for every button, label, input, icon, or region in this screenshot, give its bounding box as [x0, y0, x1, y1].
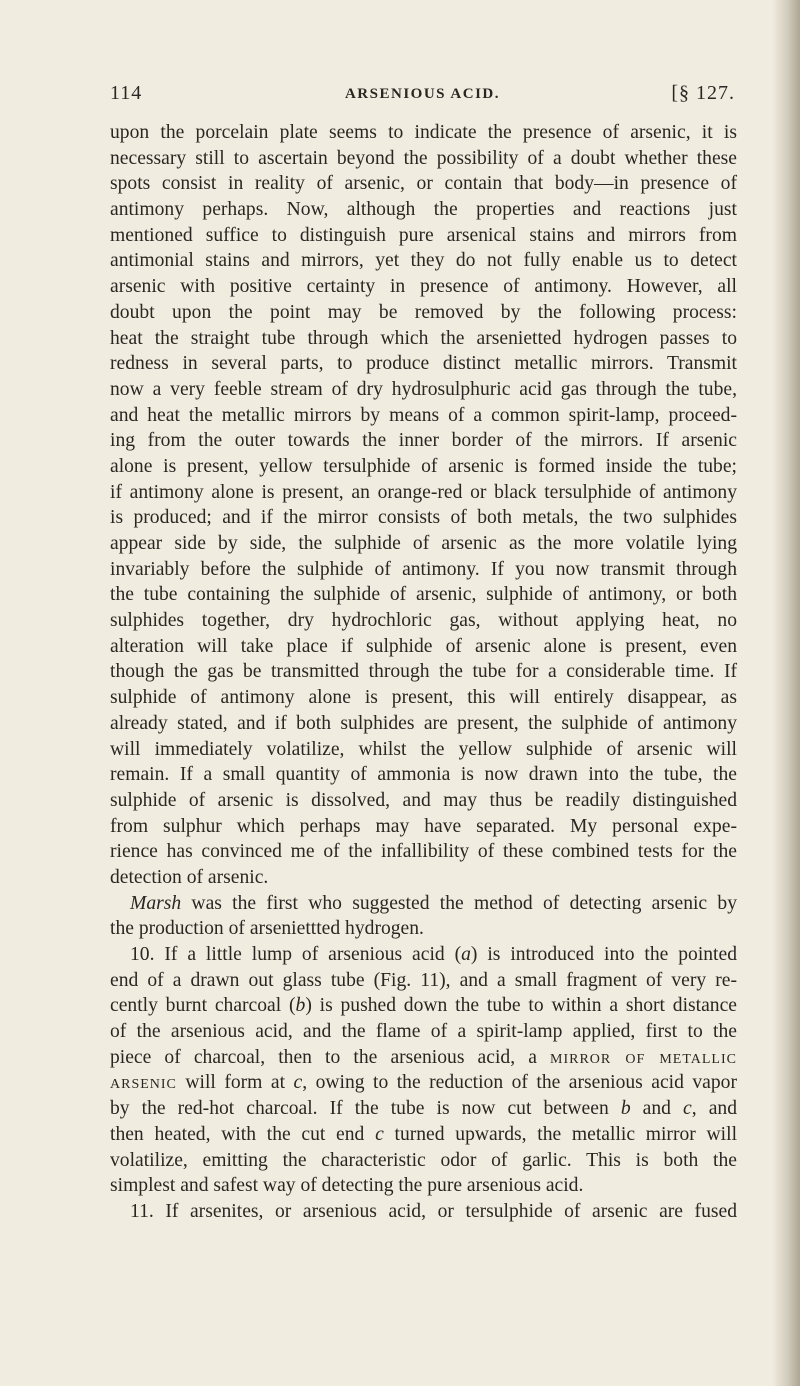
text-line: end of a drawn out glass tube (Fig. 11), and a small fragment of very re- [110, 969, 737, 991]
text-line: alteration will take place if sulphide of arsenic alone is present, even [110, 635, 737, 657]
text-line: sulphides together, dry hydrochloric gas, without applying heat, no [110, 610, 737, 632]
text-line: and heat the metallic mirrors by means of a common spirit-lamp, proceed- [110, 404, 737, 426]
text-line: the production of arseniettted hydrogen. [110, 918, 424, 940]
text-line: the tube containing the sulphide of arsenic, sulphide of antimony, or both [110, 584, 737, 606]
text-line: arsenic with positive certainty in presence of antimony. However, all [110, 276, 737, 298]
marsh-paragraph-line: Marsh was the first who suggested the method of detecting arsenic by [130, 892, 737, 914]
paragraph-10-line: 10. If a little lump of arsenious acid (a) is introduced into the pointed [130, 944, 737, 965]
text-line: sulphide of antimony alone is present, this will entirely disappear, as [110, 687, 737, 709]
text-line: then heated, with the cut end c turned upwards, the metallic mirror will [110, 1123, 738, 1145]
page-body [110, 120, 737, 1225]
text-line: remain. If a small quantity of ammonia is now drawn into the tube, the [110, 764, 737, 786]
text-line: upon the porcelain plate seems to indicate the presence of arsenic, it is [110, 122, 737, 143]
text-line: mentioned suffice to distinguish pure arsenical stains and mirrors from [110, 224, 737, 246]
text-line: from sulphur which perhaps may have separated. My personal expe- [110, 815, 737, 837]
text-line: antimonial stains and mirrors, yet they do not fully enable us to detect [110, 250, 737, 272]
text-line: spots consist in reality of arsenic, or contain that body—in presence of [110, 173, 737, 195]
text-line: heat the straight tube through which the arsenietted hydrogen passes to [110, 327, 737, 349]
paragraph-11-line: 11. If arsenites, or arsenious acid, or tersulphide of arsenic are fused [130, 1200, 737, 1222]
text-line: arsenic will form at c, owing to the reduction of the arsenious acid vapor [110, 1072, 737, 1094]
running-title: ARSENIOUS ACID. [344, 86, 501, 102]
text-line: appear side by side, the sulphide of arsenic as the more volatile lying [110, 533, 737, 554]
author-name: Marsh [130, 892, 182, 914]
text-line: by the red-hot charcoal. If the tube is now cut between b and c, and [110, 1098, 737, 1120]
text-line: piece of charcoal, then to the arsenious acid, a mirror of metallic [110, 1046, 737, 1068]
page-header [110, 82, 735, 112]
page-number: 114 [110, 82, 143, 104]
text-line: doubt upon the point may be removed by the following process: [110, 301, 737, 323]
text-line: rience has convinced me of the infallibility of these combined tests for the [110, 841, 737, 863]
text-line: will immediately volatilize, whilst the yellow sulphide of arsenic will [110, 738, 737, 760]
text-line: antimony perhaps. Now, although the properties and reactions just [110, 199, 737, 221]
text-line: sulphide of arsenic is dissolved, and may thus be readily distinguished [110, 789, 737, 811]
text-line: though the gas be transmitted through the tube for a considerable time. If [110, 661, 737, 683]
text-line: simplest and safest way of detecting the pure arsenious acid. [110, 1175, 584, 1197]
text-line: invariably before the sulphide of antimony. If you now transmit through [110, 558, 737, 580]
text-line: of the arsenious acid, and the flame of a spirit-lamp applied, first to the [110, 1021, 737, 1043]
text-line: detection of arsenic. [110, 866, 269, 888]
text-line: is produced; and if the mirror consists of both metals, the two sulphides [110, 507, 737, 529]
text-line: necessary still to ascertain beyond the possibility of a doubt whether these [110, 147, 737, 169]
text-line: already stated, and if both sulphides are present, the sulphide of antimony [110, 712, 737, 734]
text-line: alone is present, yellow tersulphide of arsenic is formed inside the tube; [110, 455, 737, 477]
text-line: redness in several parts, to produce distinct metallic mirrors. Transmit [110, 353, 737, 375]
text-line: volatilize, emitting the characteristic odor of garlic. This is both the [110, 1149, 737, 1171]
text-line: ing from the outer towards the inner border of the mirrors. If arsenic [110, 430, 737, 452]
text-line: now a very feeble stream of dry hydrosulphuric acid gas through the tube, [110, 378, 737, 400]
section-reference: [§ 127. [671, 82, 735, 104]
page-edge-shadow [772, 0, 800, 1386]
text-line: cently burnt charcoal (b) is pushed down the tube to within a short distance [110, 995, 737, 1017]
text-line: if antimony alone is present, an orange-red or black tersulphide of antimony [110, 481, 737, 503]
